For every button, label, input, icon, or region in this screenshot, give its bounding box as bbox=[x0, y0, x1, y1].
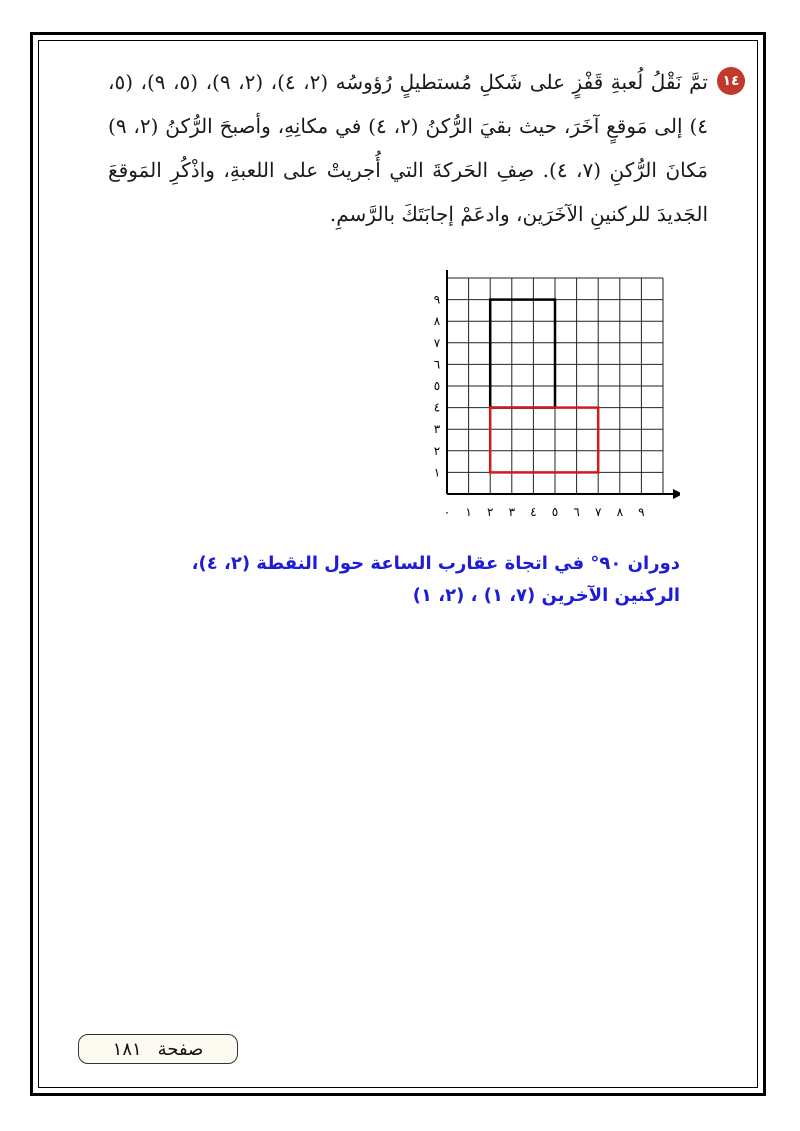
y-tick-label: ١ bbox=[433, 465, 441, 480]
page-number-tab bbox=[78, 1034, 238, 1064]
page-label: صفحة bbox=[157, 1038, 204, 1060]
answer-line-1: دوران ٩٠° في اتجاة عقارب الساعة حول النقطة (٢، ٤)، bbox=[191, 553, 680, 574]
y-tick-label: ٦ bbox=[433, 357, 441, 372]
problem-statement: تمَّ نَقْلُ لُعبةِ قَفْزٍ على شَكلِ مُستطيلٍ رُؤوسُه (٢، ٤)، (٢، ٩)، (٥، ٩)، (٥، ٤) إلى مَوقعٍ آخَرَ، حيث بقيَ الرُّكنُ (٢، ٤) في مكانِهِ، وأصبحَ الرُّكنُ (٢، ٩) مَكانَ الرُّكنِ (٧، ٤). صِفِ الحَركةَ التي أُجريتْ على اللعبةِ، واذْكُرِ المَوقعَ الجَديدَ للركنينِ الآخَرَين، وادعَمْ إجابَتَكَ بالرَّسمِ. bbox=[108, 70, 709, 226]
original-rectangle bbox=[490, 300, 555, 408]
y-tick-label: ٣ bbox=[433, 422, 441, 437]
y-tick-label: ٧ bbox=[433, 335, 441, 350]
answer-line-2: الركنين الآخرين (٧، ١) ، (٢، ١) bbox=[412, 585, 680, 606]
x-tick-label: ٤ bbox=[530, 505, 537, 519]
page-number: ١٨١ bbox=[112, 1038, 142, 1060]
x-tick-label: ٧ bbox=[594, 505, 602, 519]
y-tick-label: ٥ bbox=[433, 379, 441, 393]
y-tick-label: ٢ bbox=[433, 443, 441, 458]
problem-number: ١٤ bbox=[722, 73, 740, 89]
rotated-rectangle bbox=[490, 408, 598, 473]
y-tick-label: ٩ bbox=[433, 292, 441, 307]
problem-number-badge bbox=[717, 67, 745, 95]
x-axis-arrow-icon bbox=[673, 489, 680, 499]
x-tick-label: ٩ bbox=[638, 505, 645, 519]
coordinate-grid bbox=[420, 270, 680, 530]
x-tick-label: ٠ bbox=[443, 505, 451, 519]
x-tick-label: ٨ bbox=[616, 505, 624, 519]
x-tick-label: ١ bbox=[465, 505, 472, 519]
y-tick-label: ٨ bbox=[433, 314, 441, 329]
x-tick-label: ٢ bbox=[486, 505, 494, 519]
y-tick-label: ٤ bbox=[433, 400, 441, 415]
answer-block bbox=[120, 548, 680, 612]
x-tick-label: ٣ bbox=[508, 505, 516, 519]
x-tick-label: ٦ bbox=[573, 505, 580, 519]
x-tick-label: ٥ bbox=[551, 505, 559, 519]
